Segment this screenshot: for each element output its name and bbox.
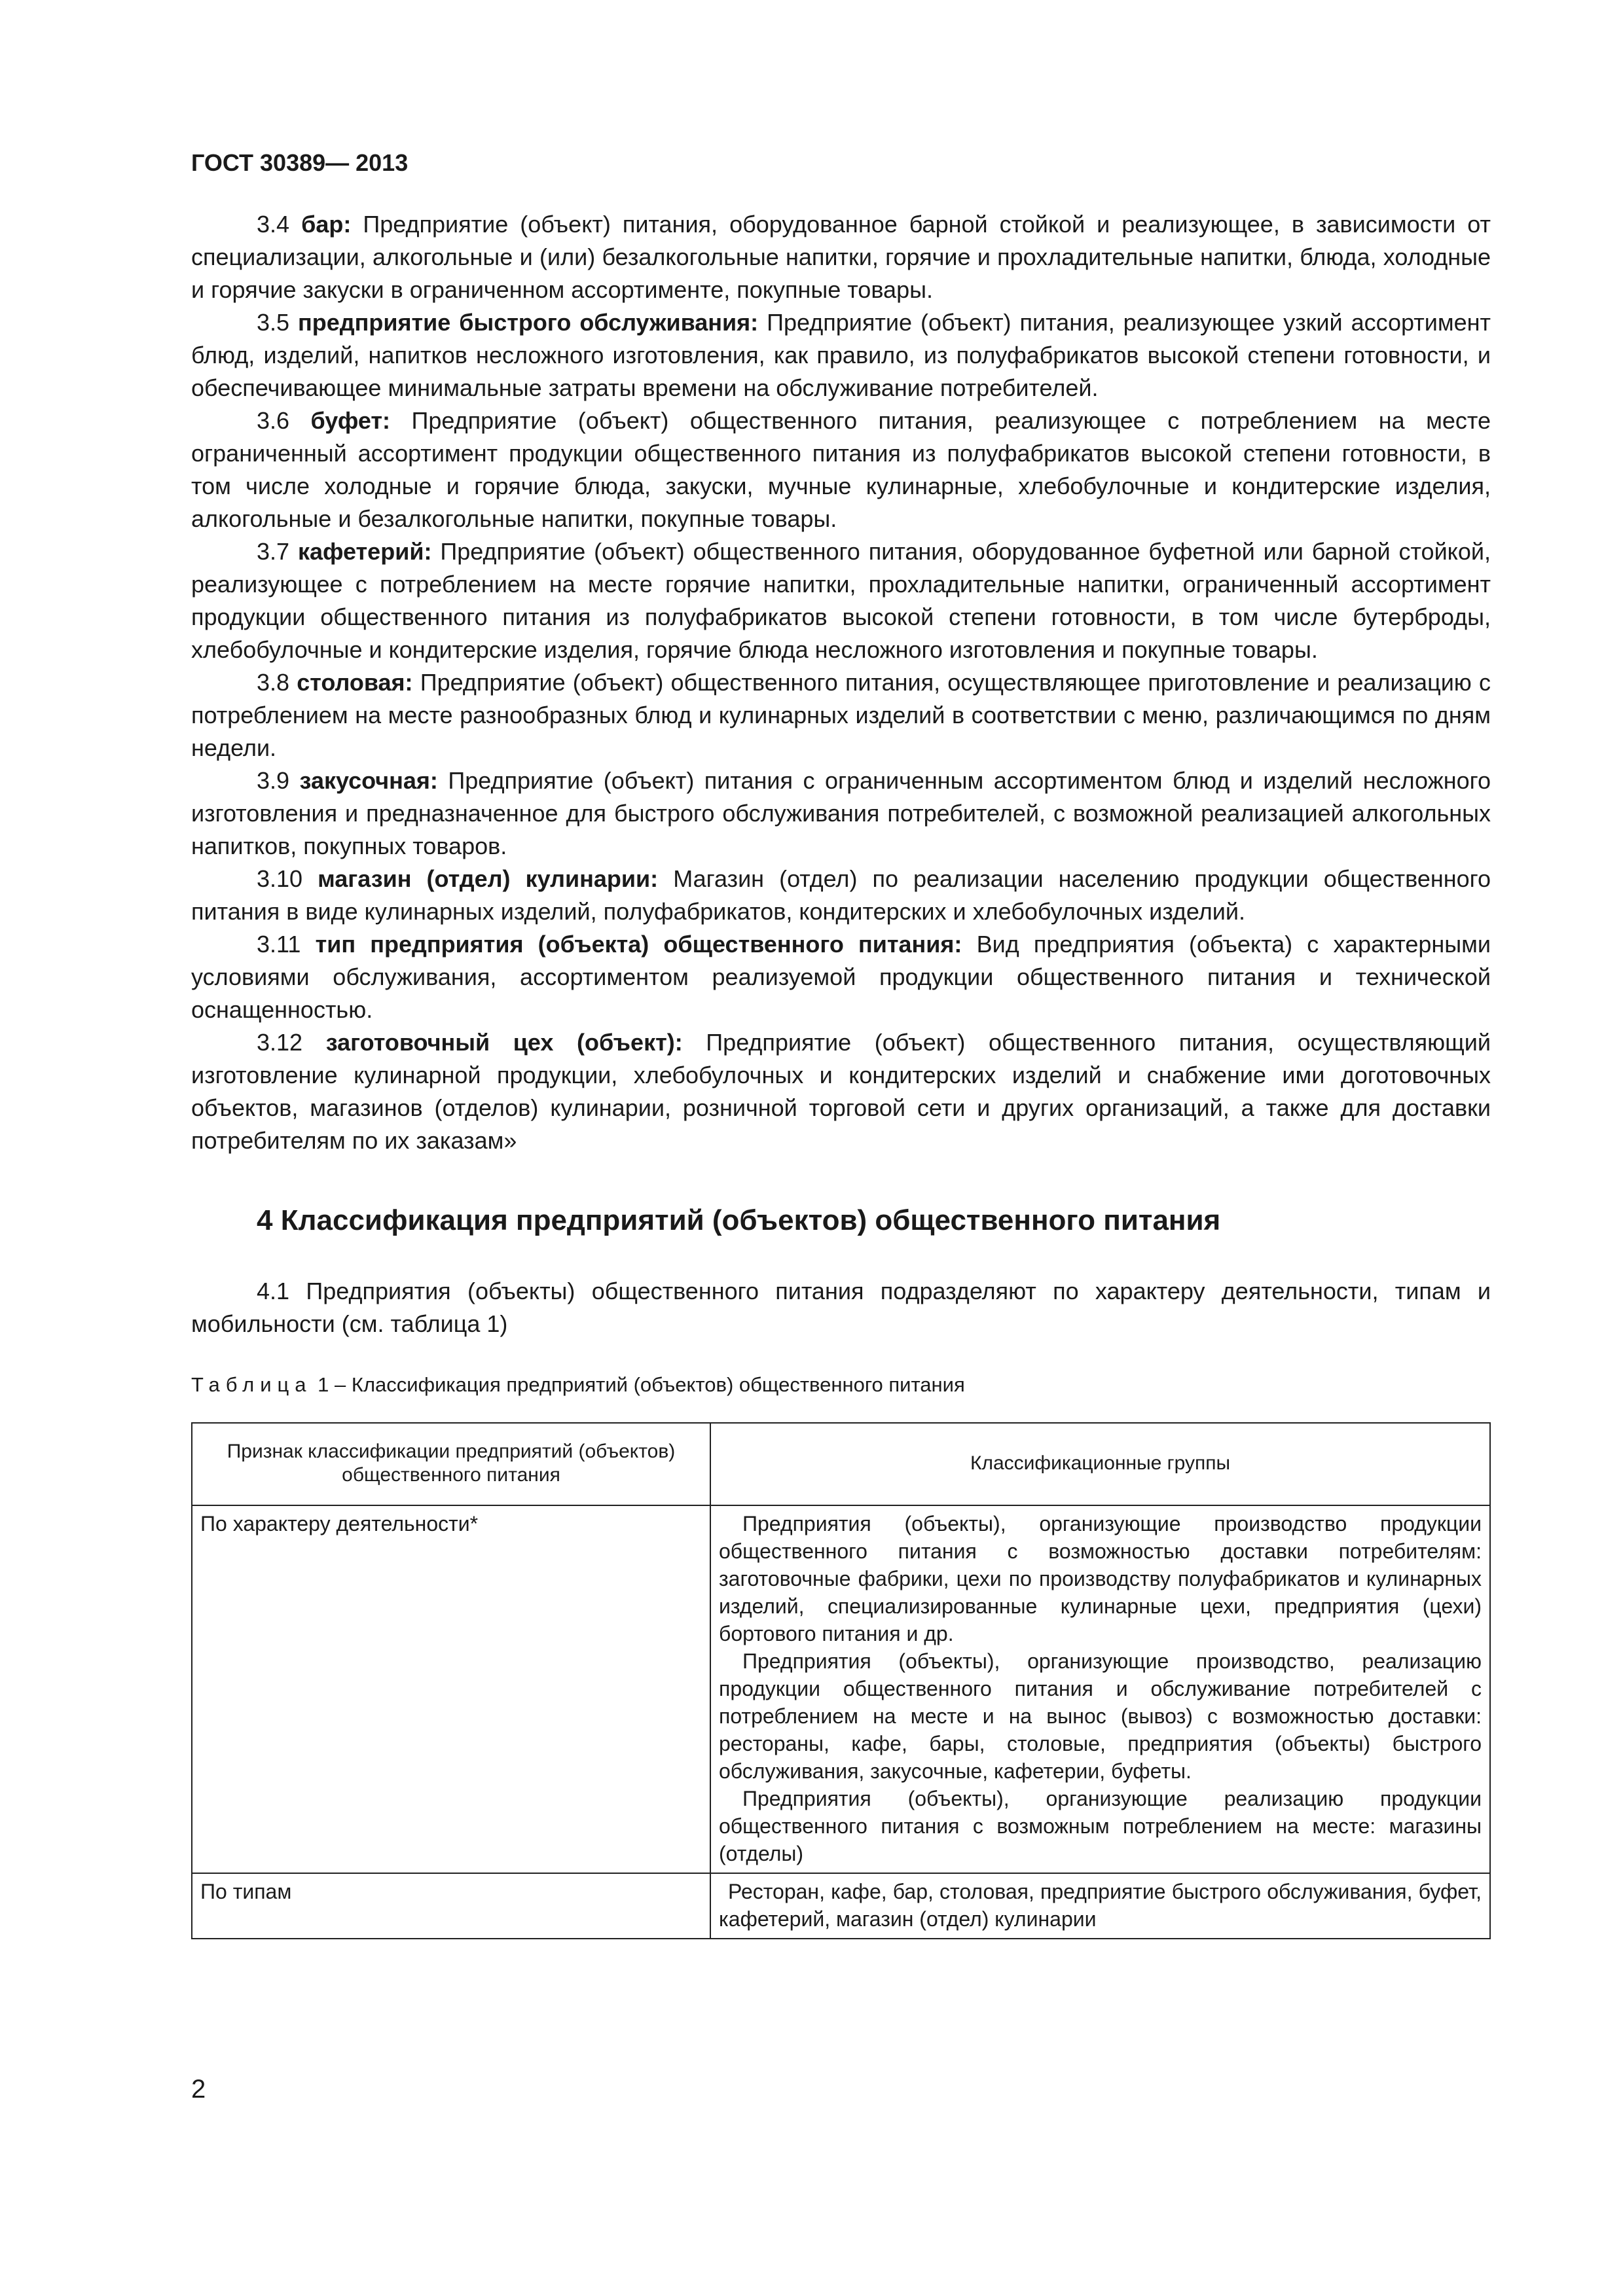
definition-text: Предприятие (объект) питания с ограниченным ассортиментом блюд и изделий несложного изготовления и предназначенное для быстрого обслуживания потребителей, с возможной реализацией алкогольных напитков, покупных товаров. [191, 767, 1491, 859]
definition-3-8 [191, 666, 1491, 764]
definition-text: Предприятие (объект) общественного питания, реализующее с потреблением на месте ограниченный ассортимент продукции общественного питания из полуфабрикатов высокой степени готовности, в том числе холодные и горячие блюда, закуски, мучные кулинарные, хлебобулочные и кондитерские изделия, алкогольные и безалкогольные напитки, покупные товары. [191, 407, 1491, 532]
table-row [192, 1505, 1490, 1873]
definition-text: Вид предприятия (объекта) с характерными условиями обслуживания, ассортиментом реализуемой продукции общественного питания и технической оснащенностью. [191, 931, 1491, 1023]
definition-term: предприятие быстрого обслуживания: [298, 309, 759, 336]
definition-3-7 [191, 535, 1491, 666]
definition-number: 3.5 [257, 309, 290, 336]
definition-3-11 [191, 928, 1491, 1026]
definition-number: 3.7 [257, 538, 290, 565]
definition-text: Предприятие (объект) питания, оборудованное барной стойкой и реализующее, в зависимости от специализации, алкогольные и (или) безалкогольные напитки, горячие и прохладительные напитки, блюда, холодные и горячие закуски в ограниченном ассортименте, покупные товары. [191, 211, 1491, 303]
definition-3-4 [191, 208, 1491, 306]
definition-number: 3.8 [257, 669, 290, 696]
definition-number: 3.10 [257, 865, 303, 892]
definition-number: 3.12 [257, 1029, 303, 1056]
definition-number: 3.11 [257, 931, 301, 958]
group-paragraph: Предприятия (объекты), организующие производство, реализацию продукции общественного питания и обслуживание потребителей с потреблением на месте и на вынос (вывоз) с возможностью доставки: рестораны, кафе, бары, столовые, предприятия (объекты) быстрого обслуживания, закусочные, кафетерии, буфеты. [719, 1649, 1482, 1783]
definition-term: кафетерий: [297, 538, 432, 565]
definition-number: 3.6 [257, 407, 290, 434]
definition-term: заготовочный цех (объект): [325, 1029, 683, 1056]
table-cell-groups [710, 1873, 1490, 1939]
definition-term: буфет: [310, 407, 391, 434]
definition-text: Предприятие (объект) общественного питания, осуществляющее приготовление и реализацию с потреблением на месте разнообразных блюд и кулинарных изделий в соответствии с меню, различающимся по дням недели. [191, 669, 1491, 761]
definition-text: Предприятие (объект) общественного питания, осуществляющий изготовление кулинарной продукции, хлебобулочных и кондитерских изделий и снабжение ими доготовочных объектов, магазинов (отделов) кулинарии, розничной торговой сети и других организаций, а также для доставки потребителям по их заказам» [191, 1029, 1491, 1154]
definition-3-12 [191, 1026, 1491, 1157]
table-cell-criterion: По типам [192, 1873, 710, 1939]
group-paragraph: Ресторан, кафе, бар, столовая, предприятие быстрого обслуживания, буфет, кафетерий, магазин (отдел) кулинарии [719, 1880, 1482, 1931]
document-header: ГОСТ 30389— 2013 [191, 149, 409, 176]
table-header-criterion: Признак классификации предприятий (объектов) общественного питания [192, 1423, 710, 1505]
classification-table [191, 1422, 1491, 1939]
definition-term: столовая: [297, 669, 413, 696]
definition-text: Предприятие (объект) питания, реализующее узкий ассортимент блюд, изделий, напитков несложного изготовления, как правило, из полуфабрикатов высокой степени готовности, и обеспечивающее минимальные затраты времени на обслуживание потребителей. [191, 309, 1491, 401]
definition-3-6 [191, 404, 1491, 535]
definition-term: тип предприятия (объекта) общественного питания: [315, 931, 962, 958]
definitions-block [191, 208, 1491, 1157]
definition-text: Предприятие (объект) общественного питания, оборудованное буфетной или барной стойкой, реализующее с потреблением на месте горячие напитки, прохладительные напитки, ограниченный ассортимент продукции общественного питания из полуфабрикатов высокой степени готовности, в том числе бутерброды, хлебобулочные и кондитерские изделия, горячие блюда несложного изготовления и покупные товары. [191, 538, 1491, 663]
page-number: 2 [191, 2075, 206, 2104]
definition-term: магазин (отдел) кулинарии: [318, 865, 659, 892]
definition-number: 3.9 [257, 767, 290, 794]
table-caption [191, 1373, 965, 1397]
table-header-row [192, 1423, 1490, 1505]
table-cell-criterion: По характеру деятельности* [192, 1505, 710, 1873]
table-cell-groups [710, 1505, 1490, 1873]
definition-3-5 [191, 306, 1491, 404]
definition-3-9 [191, 764, 1491, 863]
definition-term: закусочная: [299, 767, 438, 794]
section-heading: 4 Классификация предприятий (объектов) общественного питания [257, 1204, 1221, 1236]
table-caption-title: 1 – Классификация предприятий (объектов) общественного питания [312, 1373, 965, 1396]
definition-number: 3.4 [257, 211, 290, 238]
group-paragraph: Предприятия (объекты), организующие производство продукции общественного питания с возможностью доставки потребителям: заготовочные фабрики, цехи по производству полуфабрикатов и кулинарных изделий, специализированные кулинарные цехи, предприятия (цехи) бортового питания и др. [719, 1512, 1482, 1645]
definition-3-10 [191, 863, 1491, 928]
table-caption-prefix: Таблица [191, 1373, 312, 1396]
table-header-groups: Классификационные группы [710, 1423, 1490, 1505]
definition-term: бар: [301, 211, 352, 238]
paragraph-4-1: 4.1 Предприятия (объекты) общественного питания подразделяют по характеру деятельности, типам и мобильности (см. таблица 1) [191, 1278, 1491, 1337]
group-paragraph: Предприятия (объекты), организующие реализацию продукции общественного питания с возможным потреблением на месте: магазины (отделы) [719, 1787, 1482, 1865]
definition-text: Магазин (отдел) по реализации населению продукции общественного питания в виде кулинарных изделий, полуфабрикатов, кондитерских и хлебобулочных изделий. [191, 865, 1491, 925]
table-row [192, 1873, 1490, 1939]
